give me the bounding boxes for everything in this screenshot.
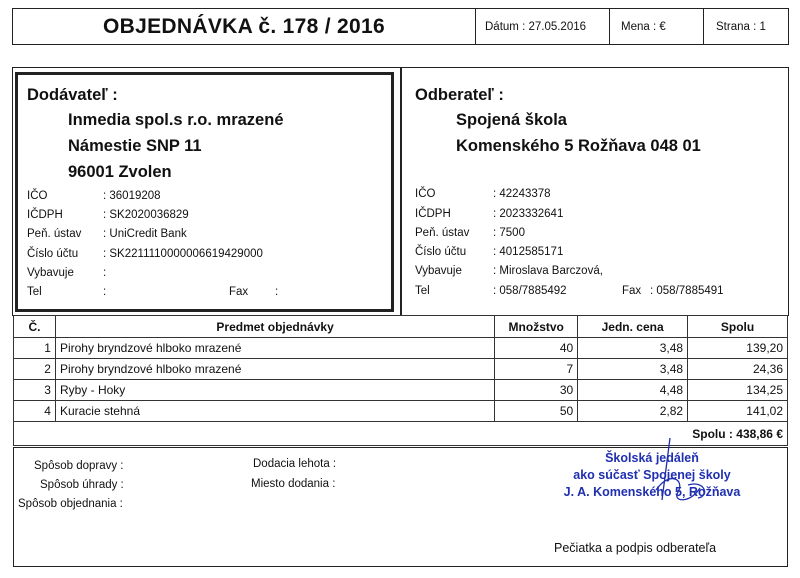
supplier-fax-label: Fax xyxy=(229,286,249,298)
row-number: 3 xyxy=(14,380,56,401)
supplier-bank-label: Peň. ústav xyxy=(27,228,82,240)
supplier-street: Námestie SNP 11 xyxy=(68,137,202,155)
row-total: 24,36 xyxy=(688,359,788,380)
customer-tel-value: : 058/7885492 xyxy=(493,285,567,297)
customer-fax-value: : 058/7885491 xyxy=(650,285,724,297)
customer-account-value: : 4012585171 xyxy=(493,246,564,258)
supplier-name: Inmedia spol.s r.o. mrazené xyxy=(68,111,284,129)
row-unit-price: 2,82 xyxy=(578,401,688,422)
customer-heading: Odberateľ : xyxy=(415,86,504,104)
supplier-account-value: : SK2211110000006619429000 xyxy=(103,248,263,260)
row-total: 141,02 xyxy=(688,401,788,422)
total-value: 438,86 € xyxy=(736,426,783,441)
delivery-place-label: Miesto dodania : xyxy=(251,478,336,490)
order-date: Dátum : 27.05.2016 xyxy=(485,21,587,33)
signature xyxy=(610,430,750,510)
supplier-heading: Dodávateľ : xyxy=(27,86,118,104)
items-table xyxy=(13,315,788,446)
currency: Mena : € xyxy=(621,21,666,33)
supplier-handler-label: Vybavuje xyxy=(27,267,74,279)
supplier-ico-label: IČO xyxy=(27,190,48,202)
row-total: 134,25 xyxy=(688,380,788,401)
customer-bank-value: : 7500 xyxy=(493,227,525,239)
customer-address: Komenského 5 Rožňava 048 01 xyxy=(456,137,701,155)
table-row xyxy=(14,359,788,380)
row-item: Kuracie stehná xyxy=(55,401,494,422)
customer-ico-value: : 42243378 xyxy=(493,188,551,200)
supplier-tel-value: : xyxy=(103,286,107,298)
row-quantity: 7 xyxy=(495,359,578,380)
page-number-box xyxy=(703,8,789,45)
col-header-quantity: Množstvo xyxy=(495,316,578,338)
total-label: Spolu : xyxy=(692,426,733,441)
row-item: Ryby - Hoky xyxy=(55,380,494,401)
currency-box xyxy=(609,8,704,45)
signature-caption: Pečiatka a podpis odberateľa xyxy=(554,541,717,555)
customer-account-label: Číslo účtu xyxy=(415,246,467,258)
customer-icdph-value: : 2023332641 xyxy=(493,208,564,220)
supplier-fax-value: : xyxy=(275,286,279,298)
table-row xyxy=(14,380,788,401)
row-item: Pirohy bryndzové hlboko mrazené xyxy=(55,359,494,380)
customer-tel-label: Tel xyxy=(415,285,430,297)
page-title: OBJEDNÁVKA č. 178 / 2016 xyxy=(103,15,385,38)
delivery-deadline-label: Dodacia lehota : xyxy=(253,458,337,470)
row-quantity: 50 xyxy=(495,401,578,422)
title-box xyxy=(12,8,476,45)
stamp-line-2: ako súčasť Spojenej školy xyxy=(573,468,731,482)
table-row xyxy=(14,338,788,359)
customer-icdph-label: IČDPH xyxy=(415,208,451,220)
supplier-tel-label: Tel xyxy=(27,286,42,298)
supplier-bank-value: : UniCredit Bank xyxy=(103,228,187,240)
col-header-item: Predmet objednávky xyxy=(55,316,494,338)
transport-label: Spôsob dopravy : xyxy=(34,460,124,472)
customer-ico-label: IČO xyxy=(415,188,436,200)
row-item: Pirohy bryndzové hlboko mrazené xyxy=(55,338,494,359)
customer-fax-label: Fax xyxy=(622,285,642,297)
row-unit-price: 3,48 xyxy=(578,359,688,380)
payment-label: Spôsob úhrady : xyxy=(40,479,124,491)
supplier-icdph-value: : SK2020036829 xyxy=(103,209,189,221)
order-method-label: Spôsob objednania : xyxy=(18,498,123,510)
stamp-line-1: Školská jedáleň xyxy=(605,451,699,465)
customer-handler-value: : Miroslava Barczová, xyxy=(493,265,603,277)
row-quantity: 40 xyxy=(495,338,578,359)
row-number: 2 xyxy=(14,359,56,380)
col-header-unit-price: Jedn. cena xyxy=(578,316,688,338)
supplier-account-label: Číslo účtu xyxy=(27,248,79,260)
row-number: 1 xyxy=(14,338,56,359)
customer-box-divider xyxy=(400,67,402,316)
supplier-icdph-label: IČDPH xyxy=(27,209,63,221)
supplier-ico-value: : 36019208 xyxy=(103,190,161,202)
col-header-total: Spolu xyxy=(688,316,788,338)
row-quantity: 30 xyxy=(495,380,578,401)
customer-name: Spojená škola xyxy=(456,111,567,129)
stamp-line-3: J. A. Komenského 5, Rožňava xyxy=(563,485,741,499)
row-total: 139,20 xyxy=(688,338,788,359)
page-number: Strana : 1 xyxy=(716,21,766,33)
col-header-number: Č. xyxy=(14,316,56,338)
supplier-handler-value: : xyxy=(103,267,107,279)
date-box xyxy=(475,8,610,45)
row-unit-price: 4,48 xyxy=(578,380,688,401)
table-header-row xyxy=(14,316,788,338)
supplier-city: 96001 Zvolen xyxy=(68,163,172,181)
row-unit-price: 3,48 xyxy=(578,338,688,359)
row-number: 4 xyxy=(14,401,56,422)
table-row xyxy=(14,401,788,422)
customer-bank-label: Peň. ústav xyxy=(415,227,470,239)
customer-handler-label: Vybavuje xyxy=(415,265,462,277)
